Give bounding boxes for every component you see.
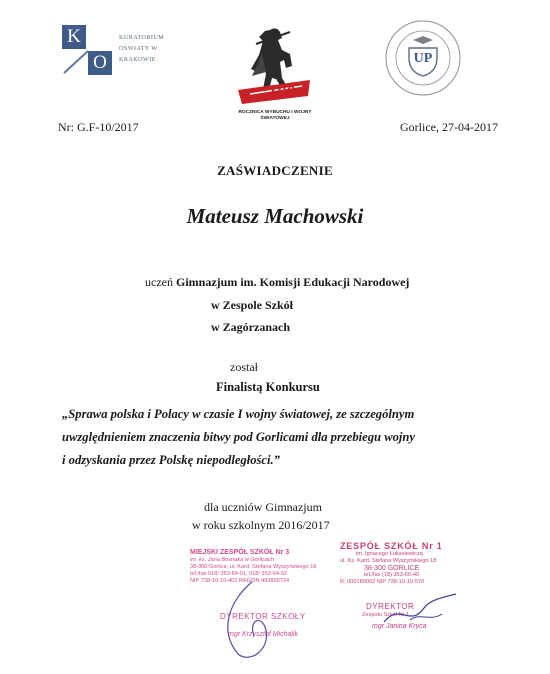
header-row	[58, 120, 498, 136]
stamp-left-addr3: NIP 738-10-10-401 REGON 492828724	[190, 578, 290, 584]
kuratorium-name: KURATORIUM OŚWIATY W KRAKOWIE	[119, 34, 165, 63]
contest-line-1: „Sprawa polska i Polacy w czasie I wojny światowej, ze szczególnym	[62, 407, 415, 421]
right-signature-icon	[380, 592, 460, 632]
school-year: w roku szkolnym 2016/2017	[192, 518, 330, 532]
seal-initials: UP	[413, 51, 433, 66]
left-signature-icon	[210, 580, 300, 660]
stamp-right-role: DYREKTOR	[366, 602, 415, 611]
stamp-right-addr3: tel./fax (18) 353-60-40	[364, 572, 420, 578]
logo-slash-icon	[62, 49, 112, 75]
stamp-right-addr1: ul. Ks. Kard. Stefana Wyszyńskiego 18	[340, 558, 437, 564]
logo-letter-o: O	[88, 51, 112, 75]
student-prefix: uczeń	[145, 275, 173, 289]
anniversary-caption: ROCZNICA WYBUCHU I WOJNY ŚWIATOWEJ	[238, 110, 312, 121]
university-seal	[383, 18, 463, 98]
school-line-2: w Zespole Szkół	[211, 298, 294, 312]
stamp-left-addr2: tel./fax 018/ 353-64-91, 018/ 353-64-92	[190, 571, 288, 577]
stamp-right-role-sub: Zespołu Szkół Nr 1	[362, 612, 410, 618]
contest-line-2: uwzględnieniem znaczenia bitwy pod Gorlicami dla przebiegu wojny	[62, 430, 415, 444]
status-text: został	[230, 360, 258, 374]
kuratorium-logo	[57, 22, 177, 78]
stamp-right-head1: ZESPÓŁ SZKÓŁ Nr 1	[340, 541, 443, 551]
audience-text: dla uczniów Gimnazjum	[204, 500, 322, 514]
stamp-left-addr1: 38-300 Gorlice, ul. Kard. Stefana Wyszyńskiego 16	[190, 564, 317, 570]
anniversary-number: 100	[268, 82, 295, 102]
stamp-right-addr4: R: 000180002 NIP 738-10-10-570	[340, 579, 425, 585]
right-school-stamp	[340, 542, 470, 662]
school-line-1	[145, 275, 409, 290]
logo-letter-k: K	[62, 25, 86, 49]
stamp-right-head2: im. Ignacego Łukasiewicza	[356, 551, 423, 557]
anniversary-logo	[232, 24, 316, 124]
stamp-left-name: mgr Krzysztof Michalik	[228, 631, 299, 638]
stamp-left-head1: MIEJSKI ZESPÓŁ SZKÓŁ Nr 3	[190, 549, 290, 556]
stamp-left-head2: im. ks. Jana Bosnaka w Gorlicach	[190, 557, 274, 563]
school-name: Gimnazjum im. Komisji Edukacji Narodowej	[175, 275, 410, 289]
recipient-name: Mateusz Machowski	[186, 204, 364, 228]
school-line-3: w Zagórzanach	[211, 320, 290, 334]
contest-line-3: i odzyskania przez Polskę niepodległości.”	[62, 453, 280, 467]
document-title: ZAŚWIADCZENIE	[217, 163, 333, 178]
stamp-right-name: mgr Janina Kryca	[372, 623, 427, 630]
award-title: Finalistą Konkursu	[216, 380, 320, 394]
stamp-right-addr2: 38-300 GORLICE	[364, 565, 420, 572]
document-date: Gorlice, 27-04-2017	[400, 120, 498, 134]
stamp-left-role: DYREKTOR SZKOŁY	[220, 612, 306, 621]
left-school-stamp	[190, 548, 325, 668]
contest-name	[62, 403, 492, 472]
document-number: Nr: G.F-10/2017	[58, 120, 139, 134]
